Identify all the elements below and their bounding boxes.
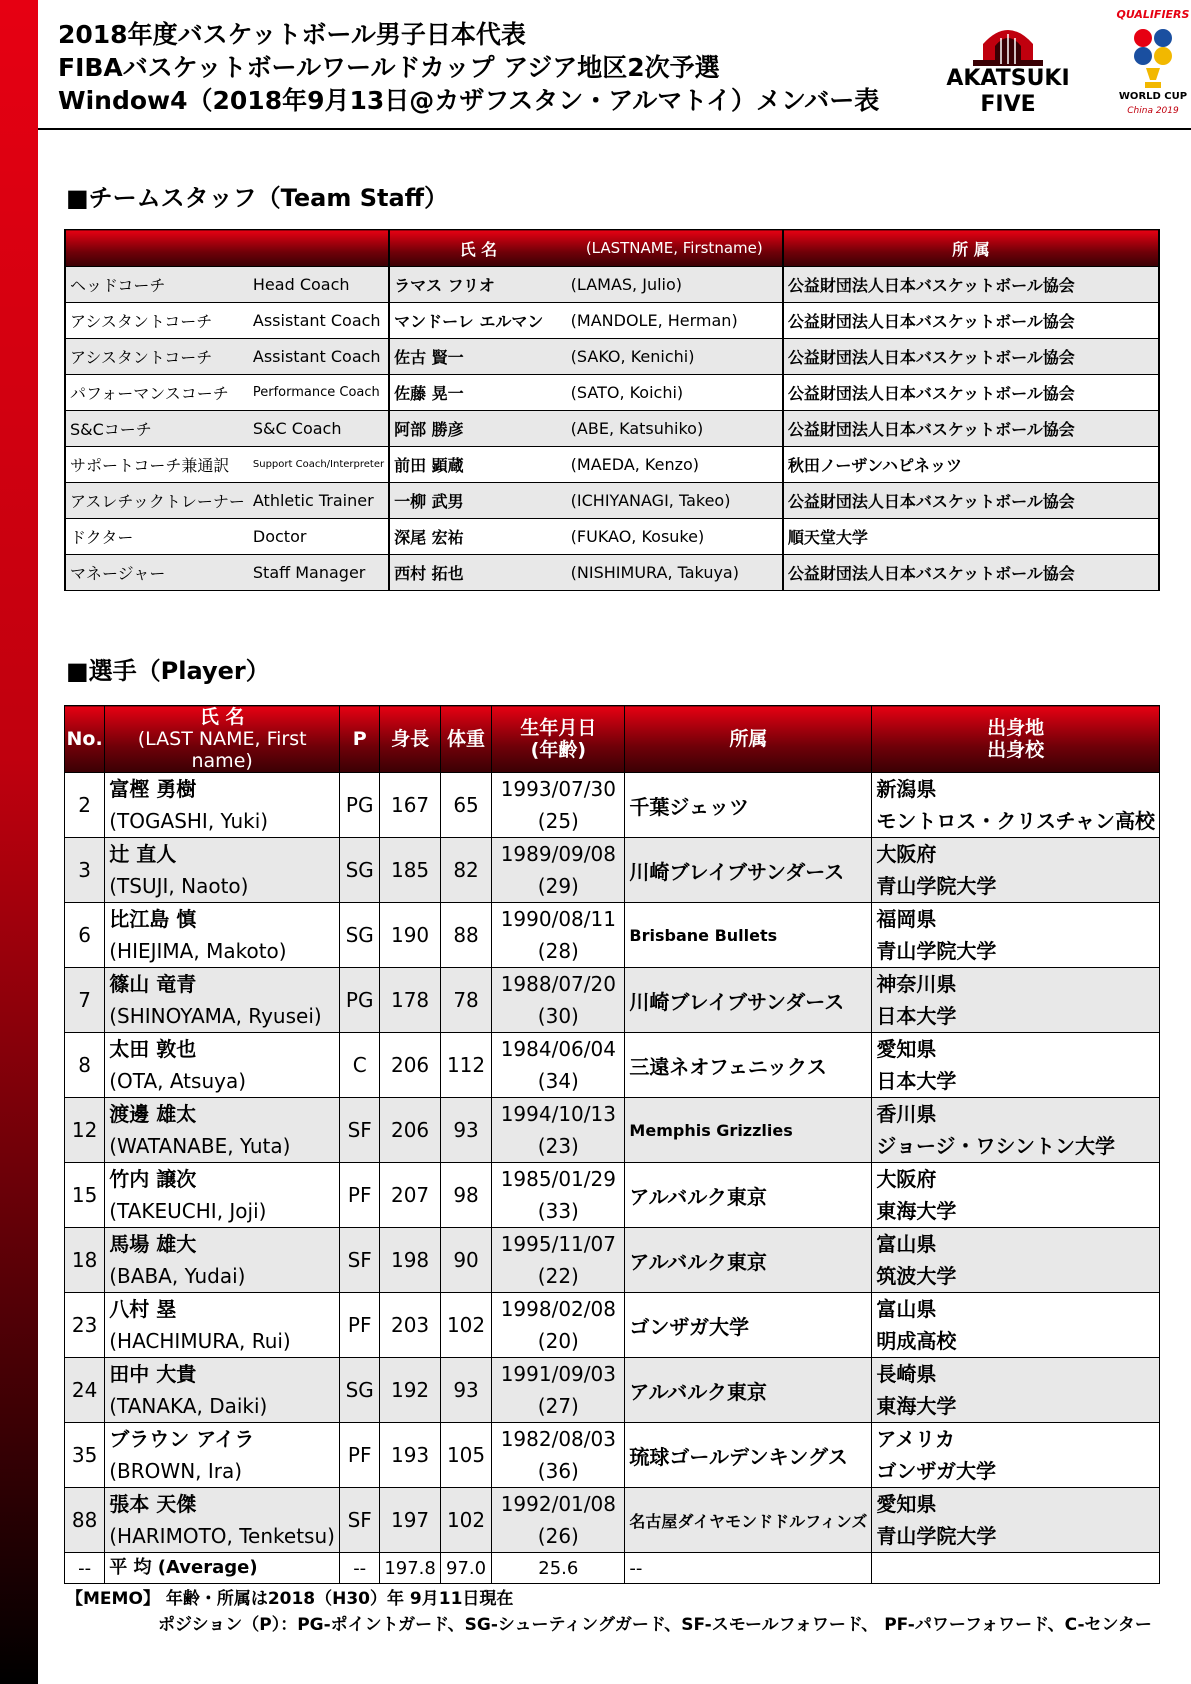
player-age: (25) [537,809,579,833]
player-name-en: (TOGASHI, Yuki) [109,809,269,833]
staff-name-en: (MAEDA, Kenzo) [567,447,783,483]
player-name-jp: ブラウン アイラ [109,1427,255,1451]
staff-row [65,411,1159,447]
staff-name-en: (FUKAO, Kosuke) [567,519,783,555]
player-hometown: 大阪府 [876,842,937,866]
player-home [872,1488,1160,1553]
player-table [64,705,1160,1584]
player-name-jp: 渡邊 雄太 [109,1102,197,1126]
player-weight: 93 [440,1098,491,1163]
player-name-en: (HARIMOTO, Tenketsu) [109,1524,335,1548]
average-row [65,1553,1160,1584]
player-dob [492,968,625,1033]
player-dob-date: 1992/01/08 [500,1492,616,1516]
staff-role-en: Assistant Coach [249,339,389,375]
player-dob [492,1228,625,1293]
player-name-en: (HIEJIMA, Makoto) [109,939,287,963]
player-name-en: (TANAKA, Daiki) [109,1394,268,1418]
player-age: (33) [537,1199,579,1223]
player-dob-date: 1998/02/08 [500,1297,616,1321]
player-no: 35 [65,1423,105,1488]
player-dob-date: 1984/06/04 [500,1037,616,1061]
player-age: (26) [537,1524,579,1548]
player-name [105,1293,340,1358]
player-name [105,838,340,903]
player-header-home-2: 出身校 [987,739,1045,761]
player-hometown: 神奈川県 [876,972,957,996]
player-position: PF [340,1423,380,1488]
player-name-jp: 富樫 勇樹 [109,777,197,801]
player-height: 206 [380,1033,441,1098]
staff-name-jp: 阿部 勝彦 [389,411,567,447]
staff-org: 公益財団法人日本バスケットボール協会 [783,483,1159,519]
staff-name-en: (MANDOLE, Herman) [567,303,783,339]
player-name-en: (BABA, Yudai) [109,1264,246,1288]
player-home [872,1228,1160,1293]
player-name [105,1228,340,1293]
player-school: 青山学院大学 [876,874,997,898]
player-row [65,1033,1160,1098]
player-position: PG [340,968,380,1033]
average-no: -- [65,1553,105,1584]
staff-org: 公益財団法人日本バスケットボール協会 [783,303,1159,339]
player-dob-date: 1990/08/11 [500,907,616,931]
player-weight: 102 [440,1293,491,1358]
player-name-jp: 太田 敦也 [109,1037,197,1061]
player-weight: 98 [440,1163,491,1228]
staff-name-en: (LAMAS, Julio) [567,267,783,303]
staff-role-en: Performance Coach [249,375,389,411]
player-name-en: (SHINOYAMA, Ryusei) [109,1004,322,1028]
player-hometown: 富山県 [876,1297,937,1321]
player-name [105,1423,340,1488]
title-line-1: 2018年度バスケットボール男子日本代表 [58,20,526,49]
player-header-row [65,706,1160,773]
player-no: 3 [65,838,105,903]
player-school: ジョージ・ワシントン大学 [876,1134,1116,1158]
player-dob [492,1423,625,1488]
player-dob [492,773,625,838]
player-weight: 82 [440,838,491,903]
player-row [65,1423,1160,1488]
player-row [65,903,1160,968]
player-height: 203 [380,1293,441,1358]
staff-name-en: (SAKO, Kenichi) [567,339,783,375]
player-height: 198 [380,1228,441,1293]
player-school: 日本大学 [876,1069,957,1093]
player-header-pos: P [340,706,380,773]
player-club: アルバルク東京 [625,1163,872,1228]
player-height: 193 [380,1423,441,1488]
player-header-dob-2: (年齢) [530,739,587,761]
player-hometown: アメリカ [876,1427,955,1451]
player-no: 88 [65,1488,105,1553]
player-weight: 102 [440,1488,491,1553]
player-dob-date: 1989/09/08 [500,842,616,866]
player-position: SF [340,1228,380,1293]
staff-name-jp: 深尾 宏祐 [389,519,567,555]
player-hometown: 香川県 [876,1102,937,1126]
player-height: 178 [380,968,441,1033]
player-height: 185 [380,838,441,903]
player-name [105,1163,340,1228]
memo-line-1: 【MEMO】 年齢・所属は2018（H30）年 9月11日現在 [66,1589,514,1609]
player-home [872,1163,1160,1228]
player-name-en: (HACHIMURA, Rui) [109,1329,291,1353]
player-name-jp: 比江島 慎 [109,907,197,931]
player-name-en: (TAKEUCHI, Joji) [109,1199,267,1223]
player-position: PF [340,1163,380,1228]
staff-row [65,483,1159,519]
player-dob [492,1293,625,1358]
player-school: 東海大学 [876,1199,957,1223]
player-header-home-1: 出身地 [987,717,1045,739]
player-club: Brisbane Bullets [625,903,872,968]
staff-row [65,303,1159,339]
staff-role-jp: サポートコーチ兼通訳 [65,447,249,483]
player-position: C [340,1033,380,1098]
staff-org: 順天堂大学 [783,519,1159,555]
player-header-dob [492,706,625,773]
staff-name-jp: マンドーレ エルマン [389,303,567,339]
player-school: 東海大学 [876,1394,957,1418]
player-no: 18 [65,1228,105,1293]
player-age: (22) [537,1264,579,1288]
player-position: SF [340,1098,380,1163]
player-no: 6 [65,903,105,968]
staff-role-jp: パフォーマンスコーチ [65,375,249,411]
player-height: 192 [380,1358,441,1423]
player-club: アルバルク東京 [625,1228,872,1293]
staff-role-jp: ドクター [65,519,249,555]
staff-role-en: Doctor [249,519,389,555]
staff-name-jp: ラマス フリオ [389,267,567,303]
player-height: 167 [380,773,441,838]
player-weight: 65 [440,773,491,838]
player-height: 190 [380,903,441,968]
player-school: 筑波大学 [876,1264,957,1288]
player-header-name [105,706,340,773]
staff-org: 秋田ノーザンハピネッツ [783,447,1159,483]
player-age: (30) [537,1004,579,1028]
player-name [105,903,340,968]
player-club: 千葉ジェッツ [625,773,872,838]
average-age: 25.6 [492,1553,625,1584]
average-club: -- [625,1553,872,1584]
player-dob [492,838,625,903]
player-hometown: 新潟県 [876,777,937,801]
staff-row [65,375,1159,411]
staff-role-jp: マネージャー [65,555,249,591]
player-school: ゴンザガ大学 [876,1459,996,1483]
staff-role-jp: アスレチックトレーナー [65,483,249,519]
player-age: (20) [537,1329,579,1353]
player-weight: 105 [440,1423,491,1488]
player-home [872,1423,1160,1488]
player-dob [492,903,625,968]
player-name-jp: 田中 大貴 [109,1362,197,1386]
player-row [65,838,1160,903]
player-dob [492,1033,625,1098]
player-header-weight: 体重 [440,706,491,773]
staff-role-en: Staff Manager [249,555,389,591]
player-home [872,1358,1160,1423]
staff-name-en: (NISHIMURA, Takuya) [567,555,783,591]
player-row [65,1488,1160,1553]
player-row [65,1228,1160,1293]
player-header-club: 所属 [625,706,872,773]
player-height: 197 [380,1488,441,1553]
player-weight: 90 [440,1228,491,1293]
player-position: PG [340,773,380,838]
player-no: 12 [65,1098,105,1163]
staff-table [64,229,1160,591]
player-name-jp: 竹内 譲次 [109,1167,197,1191]
player-age: (28) [537,939,579,963]
world-cup-label: WORLD CUP [1118,91,1188,102]
player-school: 青山学院大学 [876,1524,997,1548]
staff-role-en: Assistant Coach [249,303,389,339]
player-age: (34) [537,1069,579,1093]
player-dob-date: 1995/11/07 [500,1232,616,1256]
player-row [65,1163,1160,1228]
player-name-jp: 辻 直人 [109,842,177,866]
player-no: 23 [65,1293,105,1358]
player-name [105,1098,340,1163]
staff-org: 公益財団法人日本バスケットボール協会 [783,339,1159,375]
player-hometown: 福岡県 [876,907,937,931]
player-hometown: 長崎県 [876,1362,937,1386]
player-row [65,1358,1160,1423]
player-home [872,968,1160,1033]
player-name-en: (BROWN, Ira) [109,1459,243,1483]
staff-org: 公益財団法人日本バスケットボール協会 [783,267,1159,303]
staff-name-en: (ICHIYANAGI, Takeo) [567,483,783,519]
staff-name-jp: 佐古 賢一 [389,339,567,375]
player-dob-date: 1994/10/13 [500,1102,616,1126]
staff-name-en: (ABE, Katsuhiko) [567,411,783,447]
player-club: 川崎ブレイブサンダース [625,838,872,903]
player-home [872,1098,1160,1163]
player-header-height: 身長 [380,706,441,773]
player-hometown: 愛知県 [876,1037,937,1061]
memo-block [66,1586,1152,1638]
china-2019-label: China 2019 [1127,106,1179,116]
player-section-title: ■選手（Player） [66,657,270,685]
player-age: (29) [537,874,579,898]
player-name-en: (TSUJI, Naoto) [109,874,249,898]
title-line-2: FIBAバスケットボールワールドカップ アジア地区2次予選 [58,53,720,82]
player-no: 24 [65,1358,105,1423]
player-name [105,1033,340,1098]
average-height: 197.8 [380,1553,441,1584]
player-name-jp: 八村 塁 [109,1297,177,1321]
staff-role-jp: アシスタントコーチ [65,303,249,339]
player-name-en: (WATANABE, Yuta) [109,1134,291,1158]
player-club: ゴンザガ大学 [625,1293,872,1358]
player-name-jp: 張本 天傑 [109,1492,197,1516]
staff-role-en: S&C Coach [249,411,389,447]
player-dob [492,1488,625,1553]
player-header-no: No. [65,706,105,773]
staff-name-jp: 一柳 武男 [389,483,567,519]
player-club: 琉球ゴールデンキングス [625,1423,872,1488]
player-row [65,1293,1160,1358]
player-name-en: (OTA, Atsuya) [109,1069,247,1093]
player-home [872,773,1160,838]
staff-role-en: Head Coach [249,267,389,303]
staff-name-en: (SATO, Koichi) [567,375,783,411]
staff-name-jp: 前田 顕蔵 [389,447,567,483]
staff-role-en: Support Coach/Interpreter [249,447,389,483]
player-school: モントロス・クリスチャン高校 [876,809,1155,833]
logo-text-five: FIVE [980,92,1036,117]
player-home [872,1033,1160,1098]
staff-org: 公益財団法人日本バスケットボール協会 [783,411,1159,447]
player-age: (36) [537,1459,579,1483]
player-age: (23) [537,1134,579,1158]
player-header-home [872,706,1160,773]
player-no: 15 [65,1163,105,1228]
player-school: 青山学院大学 [876,939,997,963]
staff-role-jp: ヘッドコーチ [65,267,249,303]
player-club: 川崎ブレイブサンダース [625,968,872,1033]
player-no: 2 [65,773,105,838]
logo-text-akatsuki: AKATSUKI [946,66,1070,91]
player-position: SG [340,838,380,903]
player-school: 日本大学 [876,1004,957,1028]
player-weight: 112 [440,1033,491,1098]
player-name [105,968,340,1033]
player-hometown: 愛知県 [876,1492,937,1516]
player-position: SG [340,1358,380,1423]
player-position: SF [340,1488,380,1553]
player-row [65,968,1160,1033]
player-dob-date: 1988/07/20 [500,972,616,996]
player-no: 8 [65,1033,105,1098]
player-dob [492,1163,625,1228]
fiba-qualifiers-logo [1098,6,1191,121]
player-club: 三遠ネオフェニックス [625,1033,872,1098]
staff-header-name: 氏 名 [389,230,567,267]
memo-line-2: ポジション（P）：PG-ポイントガード、SG-シューティングガード、SF-スモールフォワード、 PF-パワーフォワード、C-センター [158,1615,1152,1635]
player-name-jp: 篠山 竜青 [109,972,197,996]
player-position: SG [340,903,380,968]
player-height: 207 [380,1163,441,1228]
average-position: -- [340,1553,380,1584]
staff-row [65,447,1159,483]
staff-role-jp: S&Cコーチ [65,411,249,447]
player-hometown: 富山県 [876,1232,937,1256]
staff-header-org: 所 属 [783,230,1159,267]
player-school: 明成高校 [876,1329,957,1353]
player-name [105,1488,340,1553]
player-dob-date: 1982/08/03 [500,1427,616,1451]
player-row [65,773,1160,838]
average-weight: 97.0 [440,1553,491,1584]
player-row [65,1098,1160,1163]
staff-section-title: ■チームスタッフ（Team Staff） [66,184,449,212]
player-name [105,773,340,838]
staff-header-lastname: (LASTNAME, Firstname) [567,230,783,267]
staff-row [65,267,1159,303]
average-label: 平 均 (Average) [105,1553,340,1584]
staff-name-jp: 佐藤 晃一 [389,375,567,411]
average-home [872,1553,1160,1584]
title-line-3: Window4（2018年9月13日@カザフスタン・アルマトイ）メンバー表 [58,86,880,115]
qualifiers-label: QUALIFIERS [1116,8,1190,21]
player-club: 名古屋ダイヤモンドドルフィンズ [625,1488,872,1553]
player-no: 7 [65,968,105,1033]
red-sidebar-band [0,0,38,1684]
page-header [38,0,1191,130]
player-dob [492,1358,625,1423]
staff-row [65,339,1159,375]
player-height: 206 [380,1098,441,1163]
player-weight: 93 [440,1358,491,1423]
staff-header-row [65,230,1159,267]
akatsuki-five-logo [943,16,1073,121]
player-dob-date: 1991/09/03 [500,1362,616,1386]
player-home [872,1293,1160,1358]
player-dob [492,1098,625,1163]
player-header-dob-1: 生年月日 [520,717,597,739]
player-age: (27) [537,1394,579,1418]
staff-role-en: Athletic Trainer [249,483,389,519]
player-club: アルバルク東京 [625,1358,872,1423]
player-name-jp: 馬場 雄大 [109,1232,197,1256]
player-header-name-en: (LAST NAME, First name) [137,728,307,772]
player-name [105,1358,340,1423]
staff-header-role [65,230,389,267]
player-club: Memphis Grizzlies [625,1098,872,1163]
staff-row [65,555,1159,591]
player-hometown: 大阪府 [876,1167,937,1191]
player-dob-date: 1985/01/29 [500,1167,616,1191]
player-home [872,838,1160,903]
staff-name-jp: 西村 拓也 [389,555,567,591]
player-dob-date: 1993/07/30 [500,777,616,801]
player-position: PF [340,1293,380,1358]
player-weight: 88 [440,903,491,968]
player-home [872,903,1160,968]
sunrise-emblem-icon [943,16,1073,68]
staff-org: 公益財団法人日本バスケットボール協会 [783,375,1159,411]
world-cup-trophy-icon [1128,24,1178,90]
staff-row [65,519,1159,555]
player-weight: 78 [440,968,491,1033]
staff-org: 公益財団法人日本バスケットボール協会 [783,555,1159,591]
staff-role-jp: アシスタントコーチ [65,339,249,375]
player-header-name-jp: 氏 名 [199,706,245,728]
